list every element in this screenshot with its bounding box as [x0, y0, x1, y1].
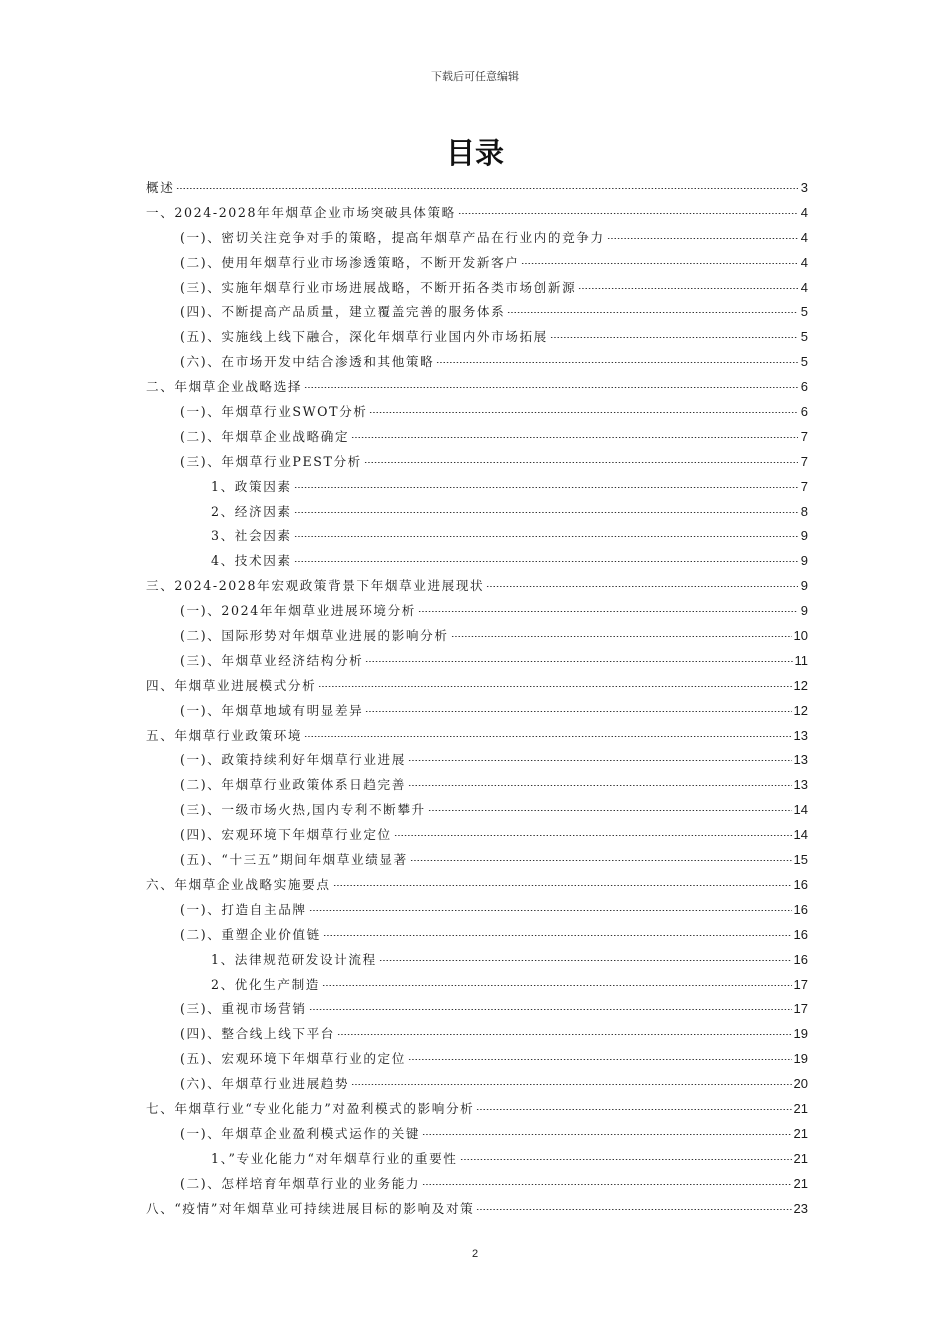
toc-entry-label: (三)、一级市场火热,国内专利不断攀升 — [180, 802, 426, 818]
toc-dot-leader — [451, 636, 792, 637]
toc-dot-leader — [304, 736, 791, 737]
toc-entry-page: 21 — [793, 1100, 808, 1116]
toc-entry-page: 6 — [800, 379, 808, 395]
toc-entry-page: 9 — [800, 528, 808, 544]
toc-dot-leader — [476, 1109, 791, 1110]
toc-entry-page: 16 — [793, 901, 808, 917]
toc-entry-page: 5 — [800, 304, 808, 320]
toc-entry-page: 17 — [793, 976, 808, 992]
toc-entry-label: 1、法律规范研发设计流程 — [211, 951, 377, 967]
toc-entry-label: 六、年烟草企业战略实施要点 — [146, 876, 331, 892]
toc-entry-page: 16 — [793, 951, 808, 967]
toc-entry-label: 三、2024-2028年宏观政策背景下年烟草业进展现状 — [146, 578, 485, 594]
toc-entry-label: 3、社会因素 — [211, 528, 292, 544]
toc-entry-label: (五)、宏观环境下年烟草行业的定位 — [180, 1051, 406, 1067]
toc-entry-label: 四、年烟草业进展模式分析 — [146, 677, 317, 693]
toc-dot-leader — [176, 188, 798, 189]
toc-entry-label: 八、“疫情”对年烟草业可持续进展目标的影响及对策 — [146, 1200, 475, 1216]
toc-dot-leader — [294, 561, 798, 562]
toc-dot-leader — [507, 312, 798, 313]
toc-dot-leader — [394, 835, 792, 836]
toc-entry[interactable] — [146, 997, 808, 1022]
toc-dot-leader — [422, 1184, 791, 1185]
toc-entry-page: 23 — [793, 1200, 808, 1216]
toc-entry-label: (一)、年烟草地域有明显差异 — [180, 702, 364, 718]
toc-dot-leader — [369, 412, 798, 413]
toc-entry[interactable] — [146, 524, 808, 549]
toc-entry[interactable] — [146, 748, 808, 773]
toc-entry[interactable] — [146, 1097, 808, 1122]
toc-entry-page: 21 — [793, 1175, 808, 1191]
toc-entry[interactable] — [146, 848, 808, 873]
toc-entry[interactable] — [146, 699, 808, 724]
toc-entry-page: 4 — [800, 279, 808, 295]
toc-entry[interactable] — [146, 350, 808, 375]
toc-entry-label: (五)、实施线上线下融合，深化年烟草行业国内外市场拓展 — [180, 329, 548, 345]
toc-entry-page: 7 — [800, 478, 808, 494]
toc-entry-page: 6 — [800, 404, 808, 420]
toc-dot-leader — [476, 1209, 791, 1210]
toc-entry[interactable] — [146, 823, 808, 848]
toc-entry-label: 4、技术因素 — [211, 553, 292, 569]
toc-dot-leader — [422, 1134, 791, 1135]
toc-entry-page: 14 — [793, 827, 808, 843]
toc-entry[interactable] — [146, 300, 808, 325]
toc-dot-leader — [294, 536, 798, 537]
toc-entry-label: (二)、国际形势对年烟草业进展的影响分析 — [180, 628, 449, 644]
toc-entry-label: (一)、政策持续利好年烟草行业进展 — [180, 752, 406, 768]
toc-entry-page: 16 — [793, 926, 808, 942]
toc-entry-label: 1、”专业化能力“对年烟草行业的重要性 — [211, 1150, 458, 1166]
toc-entry[interactable] — [146, 898, 808, 923]
toc-entry-label: (二)、年烟草行业政策体系日趋完善 — [180, 777, 406, 793]
toc-entry[interactable] — [146, 923, 808, 948]
toc-entry[interactable] — [146, 798, 808, 823]
toc-entry-label: 1、政策因素 — [211, 478, 292, 494]
toc-entry-page: 13 — [793, 752, 808, 768]
toc-entry-page: 11 — [794, 652, 808, 668]
toc-entry[interactable] — [146, 1047, 808, 1072]
toc-title: 目录 — [445, 136, 504, 170]
toc-entry-page: 10 — [793, 628, 808, 644]
toc-entry[interactable] — [146, 599, 808, 624]
toc-entry-page: 5 — [800, 354, 808, 370]
toc-entry-page: 7 — [800, 453, 808, 469]
toc-entry[interactable] — [146, 624, 808, 649]
toc-dot-leader — [607, 238, 798, 239]
toc-entry-label: (二)、重塑企业价值链 — [180, 926, 321, 942]
toc-entry-label: (一)、年烟草企业盈利模式运作的关键 — [180, 1125, 421, 1141]
toc-entry-page: 20 — [793, 1076, 808, 1092]
page-header: 下载后可任意编辑 — [431, 70, 519, 83]
toc-entry-page: 19 — [793, 1026, 808, 1042]
toc-dot-leader — [410, 860, 792, 861]
page-number: 2 — [471, 1248, 479, 1260]
toc-entry[interactable] — [146, 574, 808, 599]
toc-entry[interactable] — [146, 325, 808, 350]
toc-entry-page: 5 — [800, 329, 808, 345]
toc-entry-label: (一)、2024年年烟草业进展环境分析 — [180, 603, 416, 619]
toc-entry-page: 19 — [793, 1051, 808, 1067]
toc-entry-page: 8 — [800, 503, 808, 519]
toc-entry-label: (四)、不断提高产品质量，建立覆盖完善的服务体系 — [180, 304, 506, 320]
toc-dot-leader — [436, 362, 798, 363]
toc-entry-page: 9 — [800, 603, 808, 619]
toc-entry[interactable] — [146, 724, 808, 749]
toc-entry[interactable] — [146, 1022, 808, 1047]
toc-entry[interactable] — [146, 226, 808, 251]
toc-dot-leader — [309, 910, 792, 911]
toc-entry[interactable] — [146, 425, 808, 450]
toc-entry-label: (四)、宏观环境下年烟草行业定位 — [180, 827, 392, 843]
toc-entry-page: 9 — [800, 578, 808, 594]
toc-dot-leader — [408, 1059, 792, 1060]
toc-entry[interactable] — [146, 500, 808, 525]
toc-entry[interactable] — [146, 400, 808, 425]
toc-dot-leader — [550, 337, 798, 338]
toc-entry-page: 16 — [793, 876, 808, 892]
toc-dot-leader — [304, 387, 798, 388]
toc-dot-leader — [351, 437, 798, 438]
toc-entry-label: (六)、年烟草行业进展趋势 — [180, 1076, 350, 1092]
toc-dot-leader — [521, 263, 798, 264]
toc-entry[interactable] — [146, 1122, 808, 1147]
table-of-contents — [146, 176, 808, 1221]
toc-entry-label: 2、经济因素 — [211, 503, 292, 519]
toc-entry-label: 一、2024-2028年年烟草企业市场突破具体策略 — [146, 204, 456, 220]
toc-entry-page: 3 — [800, 180, 808, 195]
toc-entry-page: 13 — [793, 777, 808, 793]
toc-dot-leader — [365, 661, 792, 662]
toc-entry[interactable] — [146, 873, 808, 898]
toc-entry-page: 21 — [793, 1125, 808, 1141]
toc-dot-leader — [333, 885, 792, 886]
toc-entry-page: 14 — [793, 802, 808, 818]
toc-entry-label: (一)、密切关注竞争对手的策略，提高年烟草产品在行业内的竞争力 — [180, 229, 605, 245]
toc-entry-page: 7 — [800, 428, 808, 444]
toc-entry-label: (二)、年烟草企业战略确定 — [180, 428, 350, 444]
toc-dot-leader — [322, 985, 792, 986]
toc-entry-page: 4 — [800, 254, 808, 270]
toc-dot-leader — [460, 1159, 792, 1160]
toc-entry-page: 12 — [793, 702, 808, 718]
toc-entry-label: 概述 — [146, 180, 175, 195]
toc-entry-label: 五、年烟草行业政策环境 — [146, 727, 303, 743]
toc-entry-page: 21 — [793, 1150, 808, 1166]
toc-entry[interactable] — [146, 674, 808, 699]
toc-entry-label: (一)、年烟草行业SWOT分析 — [180, 404, 368, 420]
toc-entry[interactable] — [146, 973, 808, 998]
toc-dot-leader — [337, 1034, 792, 1035]
toc-entry-label: (四)、整合线上线下平台 — [180, 1026, 335, 1042]
toc-entry-label: (三)、年烟草行业PEST分析 — [180, 453, 362, 469]
toc-entry[interactable] — [146, 649, 808, 674]
toc-dot-leader — [294, 512, 798, 513]
toc-dot-leader — [486, 586, 798, 587]
toc-entry-label: (五)、“十三五”期间年烟草业绩显著 — [180, 852, 408, 868]
toc-dot-leader — [351, 1084, 791, 1085]
toc-entry-label: (三)、实施年烟草行业市场进展战略，不断开拓各类市场创新源 — [180, 279, 577, 295]
toc-dot-leader — [364, 462, 798, 463]
toc-entry[interactable] — [146, 375, 808, 400]
toc-entry[interactable] — [146, 948, 808, 973]
toc-entry[interactable] — [146, 475, 808, 500]
toc-dot-leader — [379, 960, 792, 961]
toc-entry[interactable] — [146, 1197, 808, 1222]
toc-entry-label: 七、年烟草行业“专业化能力”对盈利模式的影响分析 — [146, 1100, 475, 1116]
toc-entry-label: (三)、重视市场营销 — [180, 1001, 307, 1017]
toc-dot-leader — [365, 711, 791, 712]
toc-entry[interactable] — [146, 773, 808, 798]
toc-dot-leader — [318, 686, 791, 687]
toc-dot-leader — [408, 760, 792, 761]
toc-entry[interactable] — [146, 276, 808, 301]
toc-entry-page: 9 — [800, 553, 808, 569]
toc-entry-page: 15 — [793, 852, 808, 868]
toc-dot-leader — [428, 810, 792, 811]
toc-dot-leader — [578, 288, 798, 289]
toc-entry[interactable] — [146, 1172, 808, 1197]
toc-entry[interactable] — [146, 1072, 808, 1097]
toc-entry[interactable] — [146, 450, 808, 475]
toc-entry-page: 12 — [793, 677, 808, 693]
toc-entry[interactable] — [146, 201, 808, 226]
toc-dot-leader — [323, 935, 792, 936]
toc-dot-leader — [294, 487, 798, 488]
toc-entry-label: (三)、年烟草业经济结构分析 — [180, 652, 364, 668]
toc-entry[interactable] — [146, 1147, 808, 1172]
toc-dot-leader — [309, 1009, 792, 1010]
toc-entry[interactable] — [146, 549, 808, 574]
toc-entry-label: 二、年烟草企业战略选择 — [146, 379, 303, 395]
toc-entry-page: 4 — [800, 204, 808, 220]
toc-entry-label: (二)、怎样培育年烟草行业的业务能力 — [180, 1175, 421, 1191]
toc-entry-label: (六)、在市场开发中结合渗透和其他策略 — [180, 354, 435, 370]
toc-dot-leader — [458, 213, 798, 214]
toc-entry-label: 2、优化生产制造 — [211, 976, 320, 992]
toc-entry[interactable] — [146, 251, 808, 276]
toc-dot-leader — [408, 785, 792, 786]
toc-entry-label: (二)、使用年烟草行业市场渗透策略，不断开发新客户 — [180, 254, 520, 270]
toc-dot-leader — [418, 611, 798, 612]
toc-entry-page: 17 — [793, 1001, 808, 1017]
toc-entry-page: 13 — [793, 727, 808, 743]
toc-entry-label: (一)、打造自主品牌 — [180, 901, 307, 917]
toc-entry-page: 4 — [800, 229, 808, 245]
toc-entry[interactable] — [146, 176, 808, 201]
